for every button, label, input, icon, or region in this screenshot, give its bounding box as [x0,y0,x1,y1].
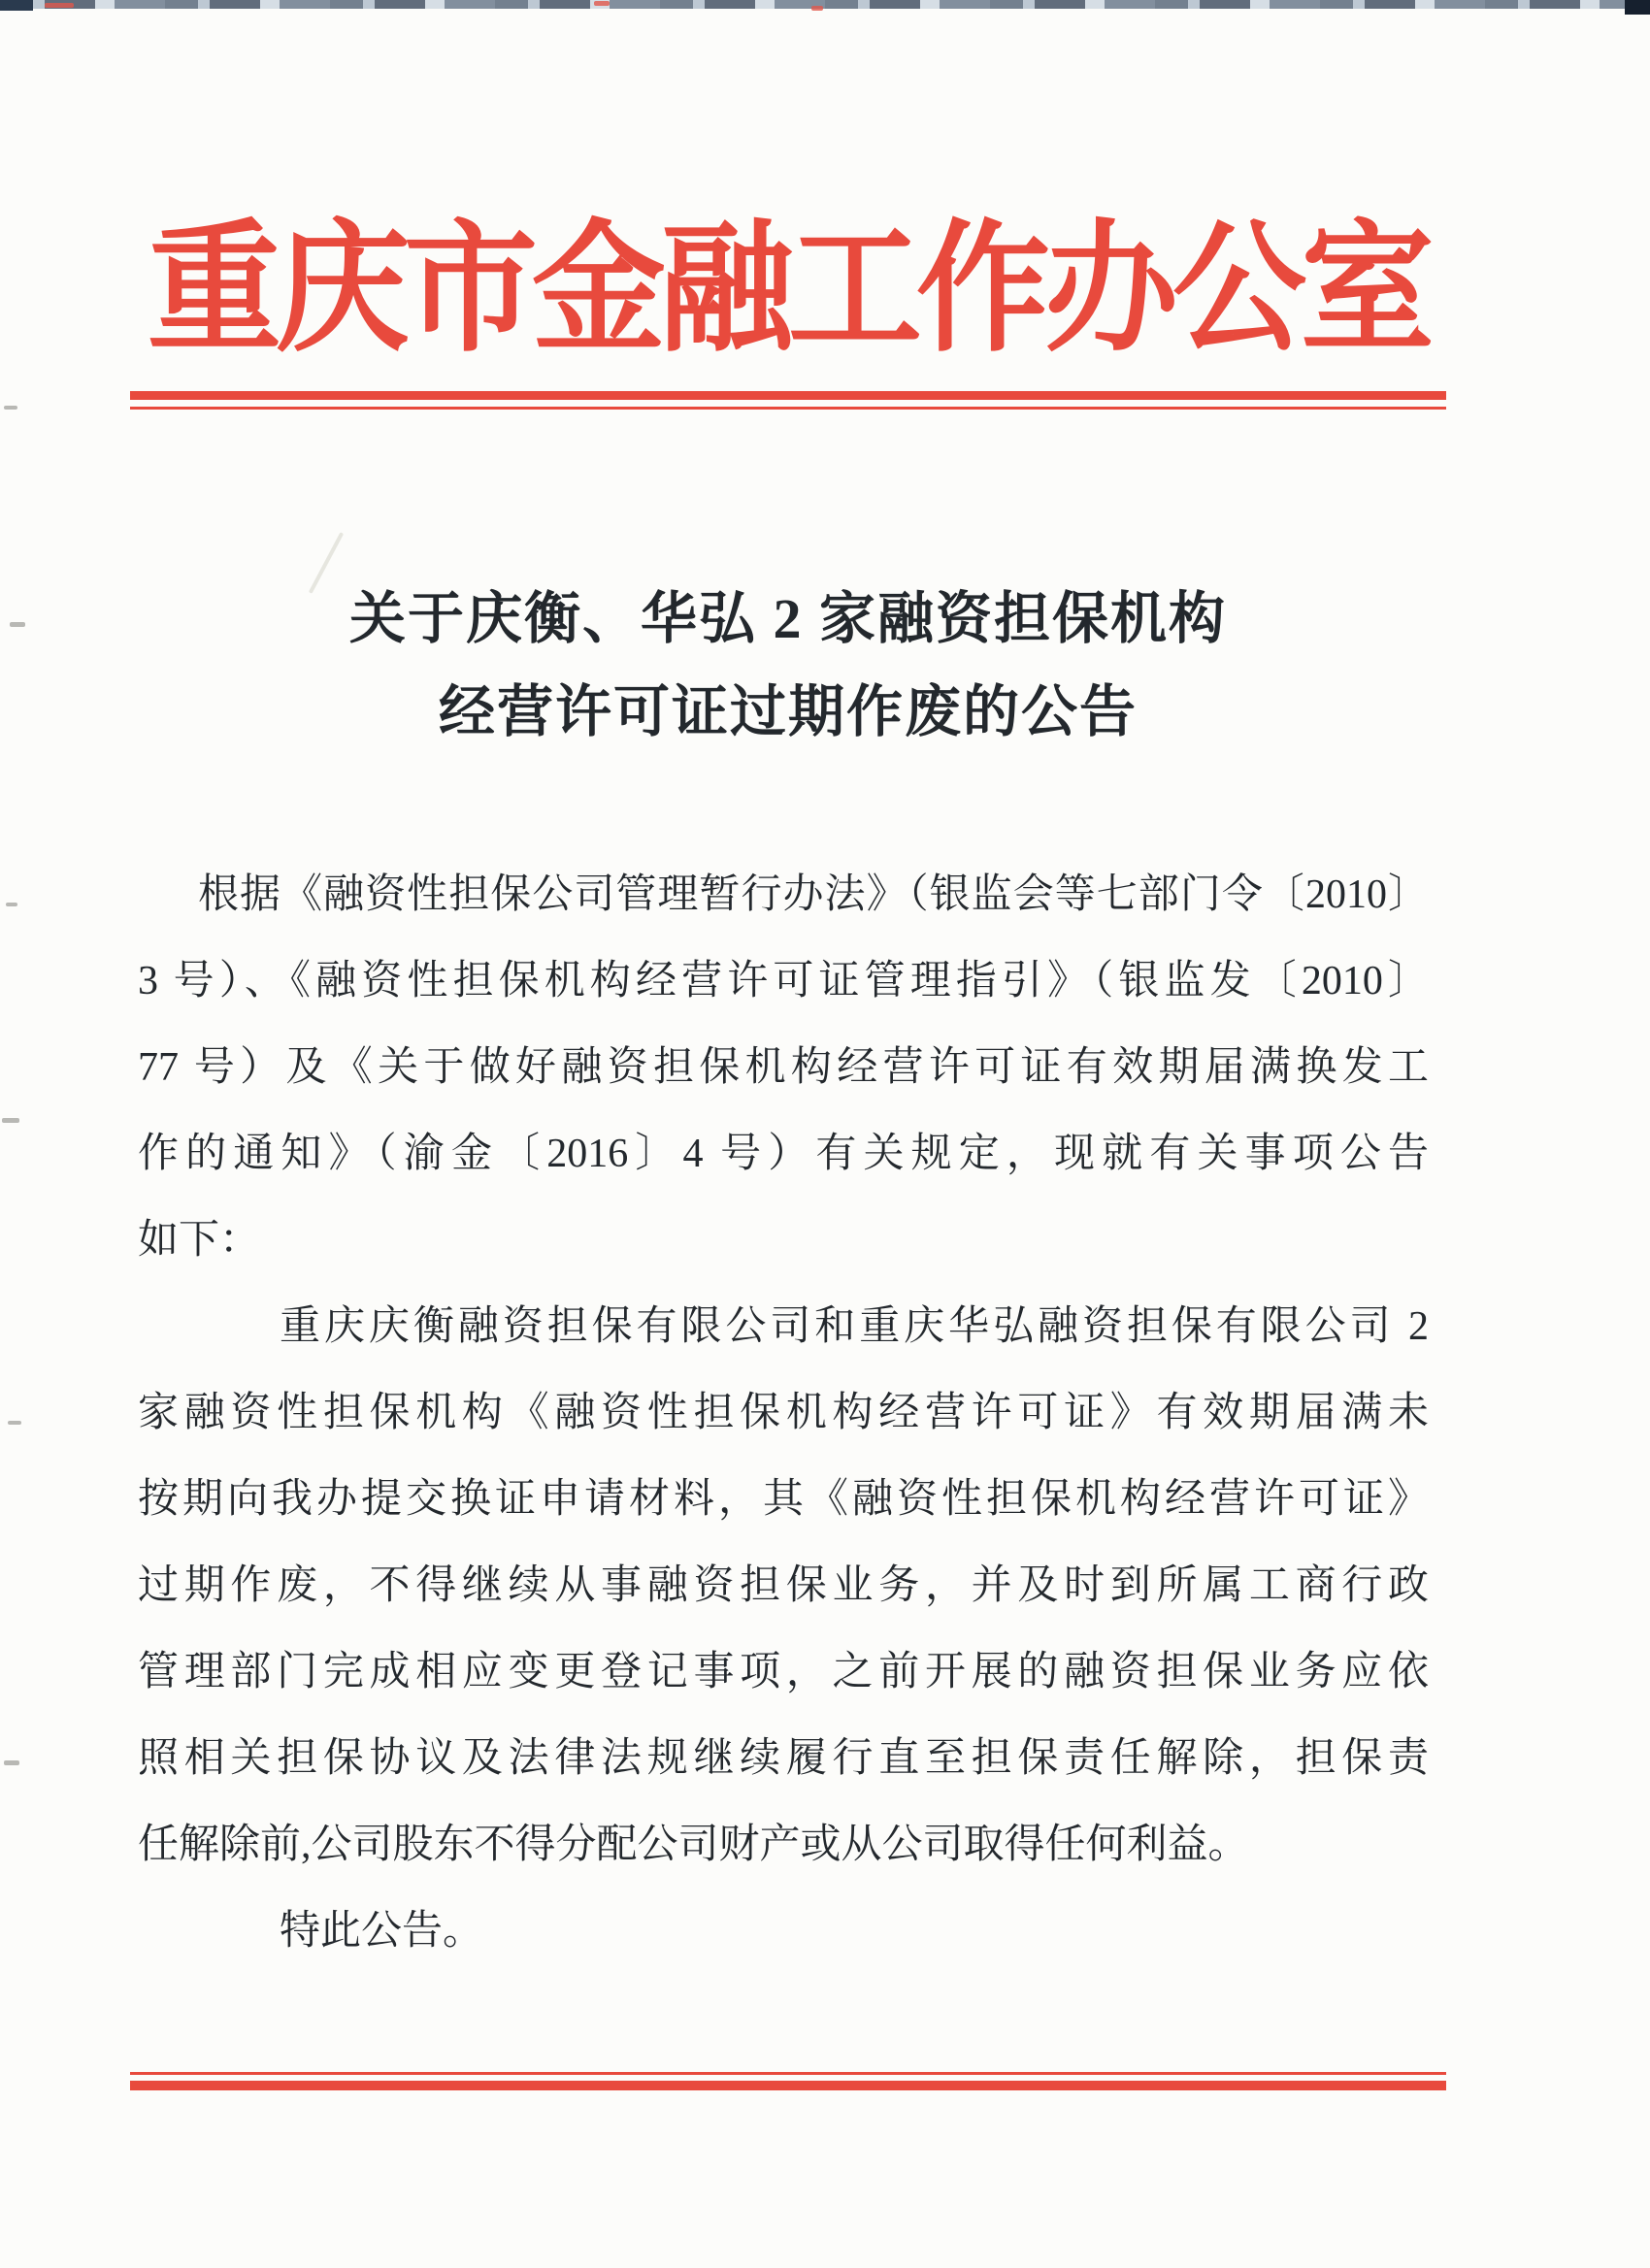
scan-speck-artifact [10,622,25,627]
body-line: 管理部门完成相应变更登记事项，之前开展的融资担保业务应依 [138,1650,1429,1694]
scan-corner-artifact [0,0,33,11]
scan-speck-artifact [4,1760,19,1765]
body-line: 作的通知》（渝金〔2016〕4 号）有关规定，现就有关事项公告 [138,1132,1429,1176]
scan-speck-artifact [4,406,17,410]
scan-speck-artifact [6,903,17,906]
body-line: 如下： [138,1218,261,1263]
document-body [138,852,1429,1975]
scan-speck-artifact [45,3,74,8]
scan-speck-artifact [811,6,823,11]
body-line: 过期作废，不得继续从事融资担保业务，并及时到所属工商行政 [138,1563,1429,1608]
scan-speck-artifact [2,1118,19,1123]
body-line: 根据《融资性担保公司管理暂行办法》（银监会等七部门令〔2010〕 [198,872,1429,917]
scan-speck-artifact [8,1421,21,1425]
document-title [130,573,1446,759]
scan-corner-artifact [1625,0,1650,15]
header-rule-thick [130,391,1446,400]
body-line: 重庆庆衡融资担保有限公司和重庆华弘融资担保有限公司 2 [280,1304,1429,1349]
footer-rule-thick [130,2081,1446,2090]
scan-speck-artifact [594,1,610,6]
document-title-line-2: 经营许可证过期作废的公告 [438,680,1138,743]
letterhead-title: 重庆市金融工作办公室 [147,211,1429,369]
body-line: 特此公告。 [280,1909,484,1954]
body-line: 家融资性担保机构《融资性担保机构经营许可证》有效期届满未 [138,1391,1429,1435]
body-line: 77 号）及《关于做好融资担保机构经营许可证有效期届满换发工 [138,1045,1429,1090]
body-line: 3 号）、《融资性担保机构经营许可证管理指引》（银监发〔2010〕 [138,959,1429,1003]
document-title-line-1: 关于庆衡、华弘 2 家融资担保机构 [348,587,1227,650]
scan-edge-artifact [0,0,1650,9]
header-rule-thin [130,407,1446,410]
body-line: 按期向我办提交换证申请材料，其《融资性担保机构经营许可证》 [138,1477,1429,1522]
footer-rule-thin [130,2072,1446,2075]
body-line: 任解除前,公司股东不得分配公司财产或从公司取得任何利益。 [138,1823,1249,1867]
body-line: 照相关担保协议及法律法规继续履行直至担保责任解除，担保责 [138,1736,1429,1781]
